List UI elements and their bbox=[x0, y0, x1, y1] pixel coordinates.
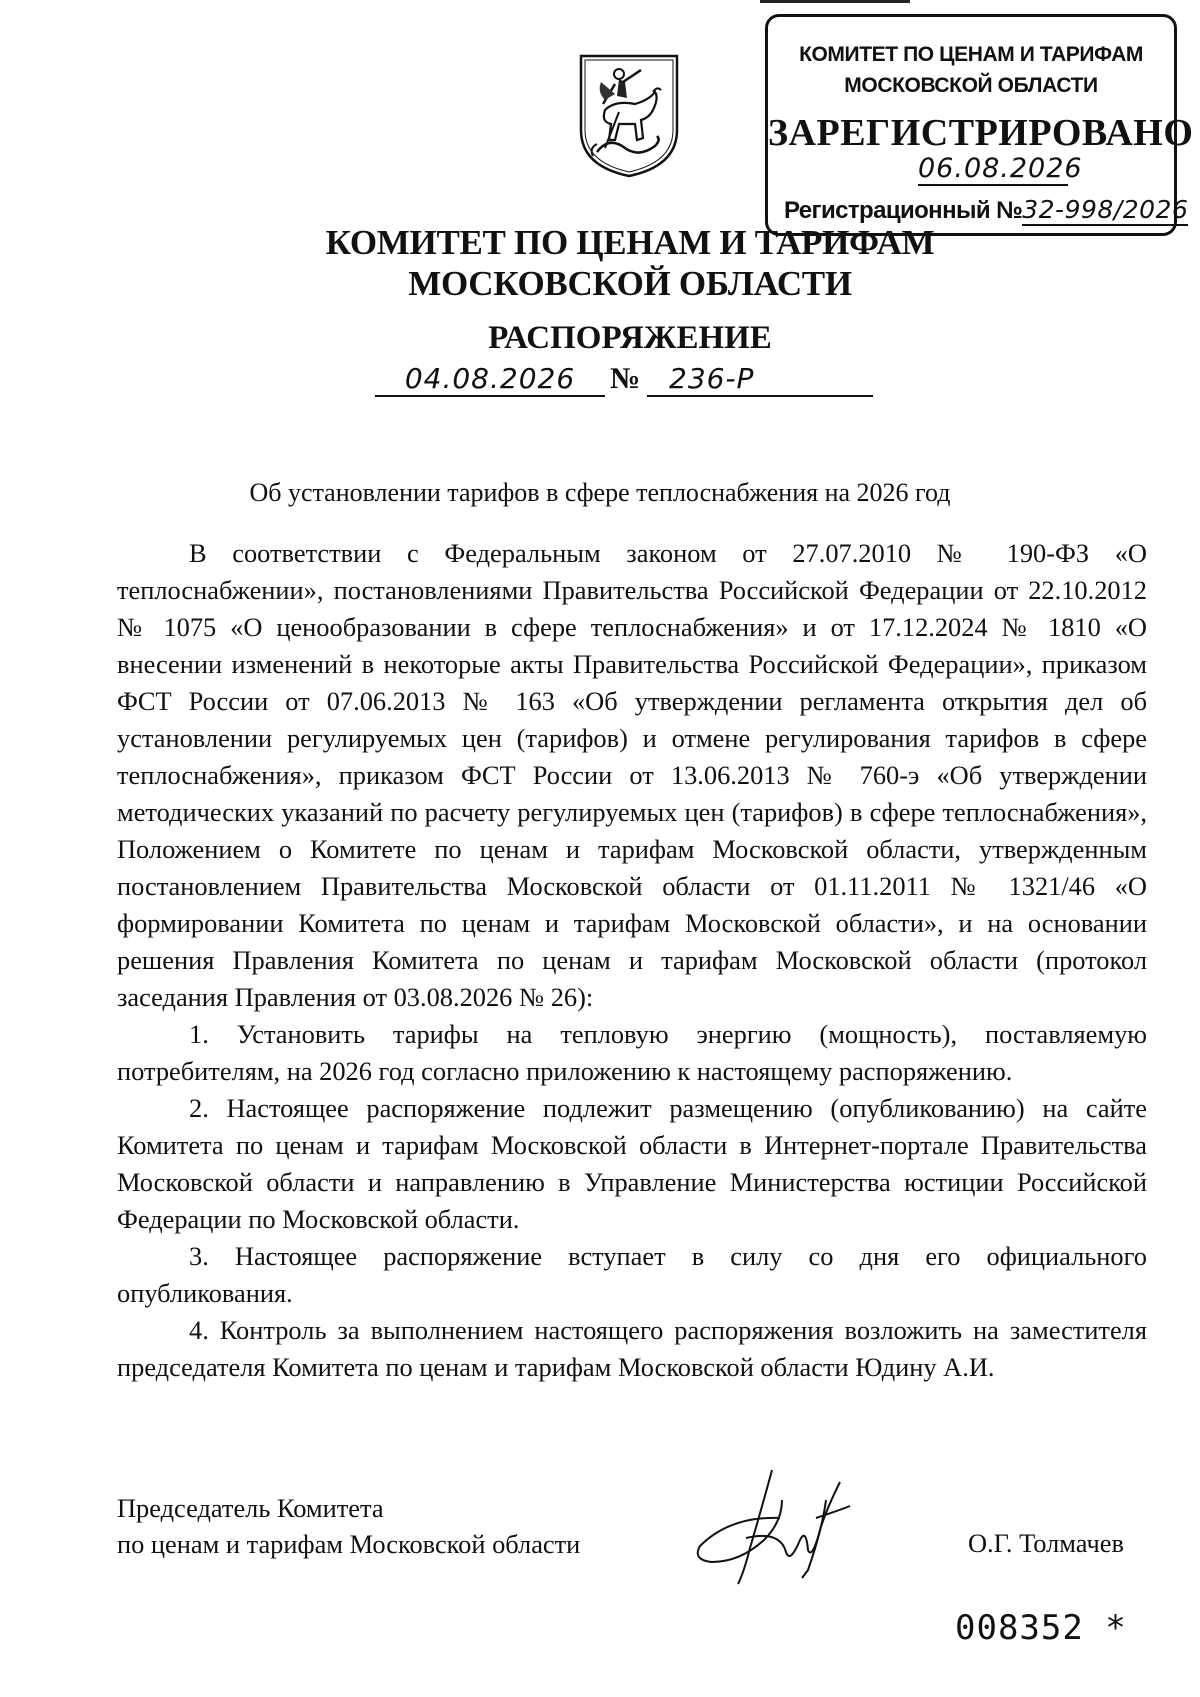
organization-title bbox=[240, 222, 1020, 304]
stamp-reg-number: 32-998/2026 bbox=[1022, 195, 1189, 224]
stamp-reg-label: Регистрационный № bbox=[784, 197, 1023, 224]
clause-3: 3. Настоящее распоряжение вступает в силу со дня его официального опубликования. bbox=[117, 1241, 1147, 1308]
stamp-org-line2: МОСКОВСКОЙ ОБЛАСТИ bbox=[844, 74, 1098, 97]
document-body bbox=[117, 535, 1147, 1386]
stamp-organization bbox=[768, 39, 1174, 101]
org-title-line1: КОМИТЕТ ПО ЦЕНАМ И ТАРИФАМ bbox=[325, 223, 935, 262]
signatory-name: О.Г. Толмачев bbox=[968, 1528, 1124, 1558]
clause-4: 4. Контроль за выполнением настоящего распоряжения возложить на заместителя председателя Комитета по ценам и тарифам Московской области Юдину А.И. bbox=[117, 1315, 1147, 1382]
document-date-number bbox=[375, 362, 875, 402]
serial-number: 008352 * bbox=[955, 1608, 1127, 1648]
document-number: 236-Р bbox=[647, 362, 873, 397]
org-title-line2: МОСКОВСКОЙ ОБЛАСТИ bbox=[408, 264, 852, 303]
document-subject: Об установлении тарифов в сфере теплоснабжения на 2026 год bbox=[249, 478, 951, 507]
stamp-org-line1: КОМИТЕТ ПО ЦЕНАМ И ТАРИФАМ bbox=[799, 43, 1143, 66]
document-type: РАСПОРЯЖЕНИЕ bbox=[488, 320, 772, 356]
clause-1: 1. Установить тарифы на тепловую энергию (мощность), поставляемую потребителям, на 2026 год согласно приложению к настоящему распоряжению. bbox=[117, 1019, 1147, 1086]
registration-stamp bbox=[765, 14, 1194, 236]
handwritten-signature bbox=[690, 1460, 910, 1590]
document-number-label: № bbox=[610, 362, 641, 395]
signatory-post-line1: Председатель Комитета bbox=[117, 1493, 384, 1523]
stamp-title: ЗАРЕГИСТРИРОВАНО bbox=[768, 112, 1194, 154]
coat-of-arms-icon bbox=[575, 52, 683, 180]
stamp-registration bbox=[784, 195, 1188, 225]
preamble-paragraph: В соответствии с Федеральным законом от 27.07.2010 № 190-ФЗ «О теплоснабжении», постановлениями Правительства Российской Федерации от 22.10.2012 № 1075 «О ценообразовании в сфере теплоснабжения» и от 17.12.2024 № 1810 «О внесении изменений в некоторые акты Правительства Российской Федерации», приказом ФСТ России от 07.06.2013 № 163 «Об утверждении регламента открытия дел об установлении регулируемых цен (тарифов) и отмене регулирования тарифов в сфере теплоснабжения», приказом ФСТ России от 13.06.2013 № 760-э «Об утверждении методических указаний по расчету регулируемых цен (тарифов) в сфере теплоснабжения», Положением о Комитете по ценам и тарифам Московской области, утвержденным постановлением Правительства Московской области от 01.11.2011 № 1321/46 «О формировании Комитета по ценам и тарифам Московской области», и на основании решения Правления Комитета по ценам и тарифам Московской области (протокол заседания Правления от 03.08.2026 № 26): bbox=[117, 538, 1147, 1012]
scan-edge bbox=[760, 0, 910, 3]
stamp-date: 06.08.2026 bbox=[918, 153, 1083, 184]
clause-2: 2. Настоящее распоряжение подлежит размещению (опубликованию) на сайте Комитета по ценам и тарифам Московской области в Интернет-портале Правительства Московской области и направлению в Управление Министерства юстиции Российской Федерации по Московской области. bbox=[117, 1093, 1147, 1234]
document-date: 04.08.2026 bbox=[375, 362, 605, 397]
signatory-post-line2: по ценам и тарифам Московской области bbox=[117, 1529, 581, 1559]
signatory-position bbox=[117, 1490, 580, 1562]
